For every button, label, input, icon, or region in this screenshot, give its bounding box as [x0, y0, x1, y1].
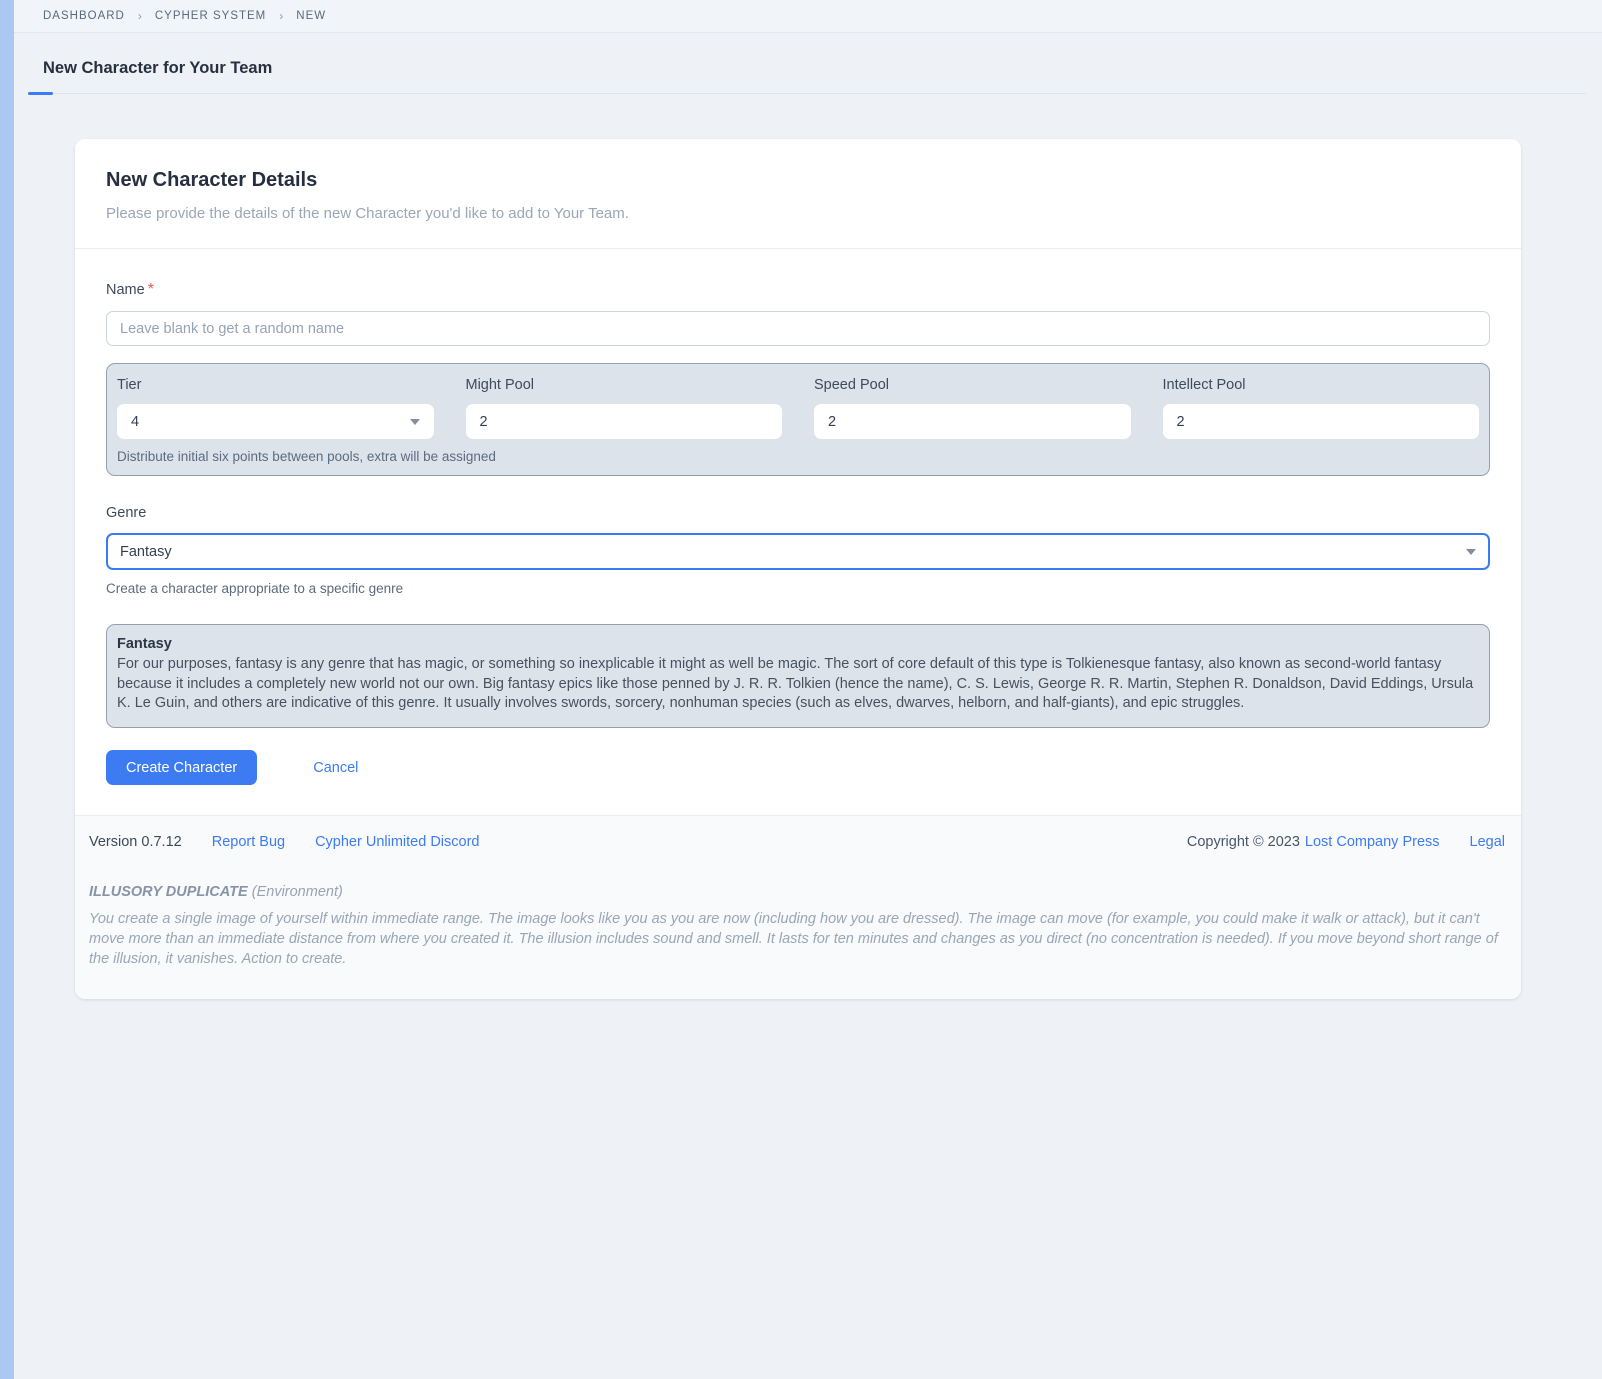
discord-link[interactable]: Cypher Unlimited Discord [315, 834, 480, 851]
version-text: Version 0.7.12 [89, 834, 182, 851]
new-character-card [75, 139, 1521, 999]
legal-link[interactable]: Legal [1469, 834, 1505, 851]
tier-select[interactable] [117, 404, 434, 439]
intellect-pool-control [1163, 404, 1480, 439]
chevron-down-icon [410, 419, 420, 425]
card-subtitle: Please provide the details of the new Character you'd like to add to Your Team. [106, 205, 629, 222]
genre-value: Fantasy [120, 543, 172, 560]
might-pool-field [466, 377, 783, 439]
ability-type: (Environment) [251, 884, 343, 901]
character-form [75, 249, 1521, 815]
speed-pool-label: Speed Pool [814, 377, 889, 393]
card-title: New Character Details [106, 169, 318, 191]
pools-helper-text: Distribute initial six points between pools, extra will be assigned [117, 449, 496, 464]
name-field [106, 281, 1490, 346]
divider-line [28, 93, 1586, 94]
breadcrumb-item-cypher-system[interactable]: CYPHER SYSTEM [154, 10, 267, 22]
pools-grid [117, 377, 1479, 439]
chevron-right-icon: › [137, 9, 142, 23]
page-header [14, 33, 1602, 78]
breadcrumb-item-new[interactable]: NEW [296, 10, 327, 22]
genre-label: Genre [106, 505, 147, 521]
tier-label: Tier [117, 377, 142, 393]
might-pool-input[interactable] [480, 414, 769, 430]
footer-right [1187, 834, 1505, 850]
might-pool-control [466, 404, 783, 439]
intellect-pool-label: Intellect Pool [1162, 377, 1246, 393]
intellect-pool-input[interactable] [1177, 414, 1466, 430]
tier-field [117, 377, 434, 439]
speed-pool-input[interactable] [828, 414, 1117, 430]
cancel-link[interactable]: Cancel [313, 759, 359, 776]
report-bug-link[interactable]: Report Bug [211, 834, 286, 851]
title-divider [14, 92, 1586, 95]
name-label: Name [106, 282, 145, 298]
breadcrumb-item-dashboard[interactable]: DASHBOARD [43, 10, 125, 22]
genre-info-description: For our purposes, fantasy is any genre that has magic, or something so inexplicable it might as well be magic. The sort of core default of this type is Tolkienesque fantasy, also known as second-world fantasy because it includes a completely new world not our own. Big fantasy epics like those penned by J. R. R. Tolkien (hence the name), C. S. Lewis, George R. R. Martin, Stephen R. Donaldson, David Eddings, Ursula K. Le Guin, and others are indicative of this genre. It usually involves swords, sorcery, nonhuman species (such as elves, dwarves, helborn, and half-giants), and epic struggles. [117, 656, 1474, 712]
card-header [75, 139, 1521, 249]
create-character-button[interactable]: Create Character [106, 750, 257, 785]
chevron-down-icon [1466, 549, 1476, 555]
card-footer [75, 815, 1521, 999]
form-actions [106, 750, 1490, 785]
genre-select[interactable] [106, 533, 1490, 570]
breadcrumb [14, 0, 1602, 33]
page-title: New Character for Your Team [43, 59, 273, 77]
pools-panel [106, 363, 1490, 476]
speed-pool-field [814, 377, 1131, 439]
ability-description: You create a single image of yourself within immediate range. The image looks like you as you are now (including how you are dressed). The image can move (for example, you could make it walk or attack), but it can't move more than an immediate distance from where you created it. The illusion includes sound and smell. It lasts for ten minutes and changes as you direct (no concentration is needed). If you move beyond short range of the illusion, it vanishes. Action to create. [89, 911, 1498, 968]
ability-header [89, 884, 1505, 900]
intellect-pool-field [1163, 377, 1480, 439]
genre-info-title: Fantasy [117, 636, 172, 652]
name-input[interactable] [106, 311, 1490, 346]
might-pool-label: Might Pool [465, 377, 535, 393]
chevron-right-icon: › [279, 9, 284, 23]
title-accent [28, 92, 53, 95]
speed-pool-control [814, 404, 1131, 439]
ability-note [89, 884, 1505, 969]
copyright-text: Copyright © 2023 [1186, 834, 1300, 851]
ability-name: ILLUSORY DUPLICATE [89, 884, 248, 901]
left-accent-strip [0, 0, 14, 1379]
footer-links-row [89, 834, 1505, 850]
page-content [14, 0, 1602, 999]
tier-value: 4 [131, 413, 140, 430]
genre-helper-text: Create a character appropriate to a specific genre [106, 581, 404, 596]
required-asterisk: * [147, 281, 154, 298]
publisher-link[interactable]: Lost Company Press [1304, 834, 1440, 851]
genre-info-box [106, 624, 1490, 728]
genre-field [106, 505, 1490, 596]
